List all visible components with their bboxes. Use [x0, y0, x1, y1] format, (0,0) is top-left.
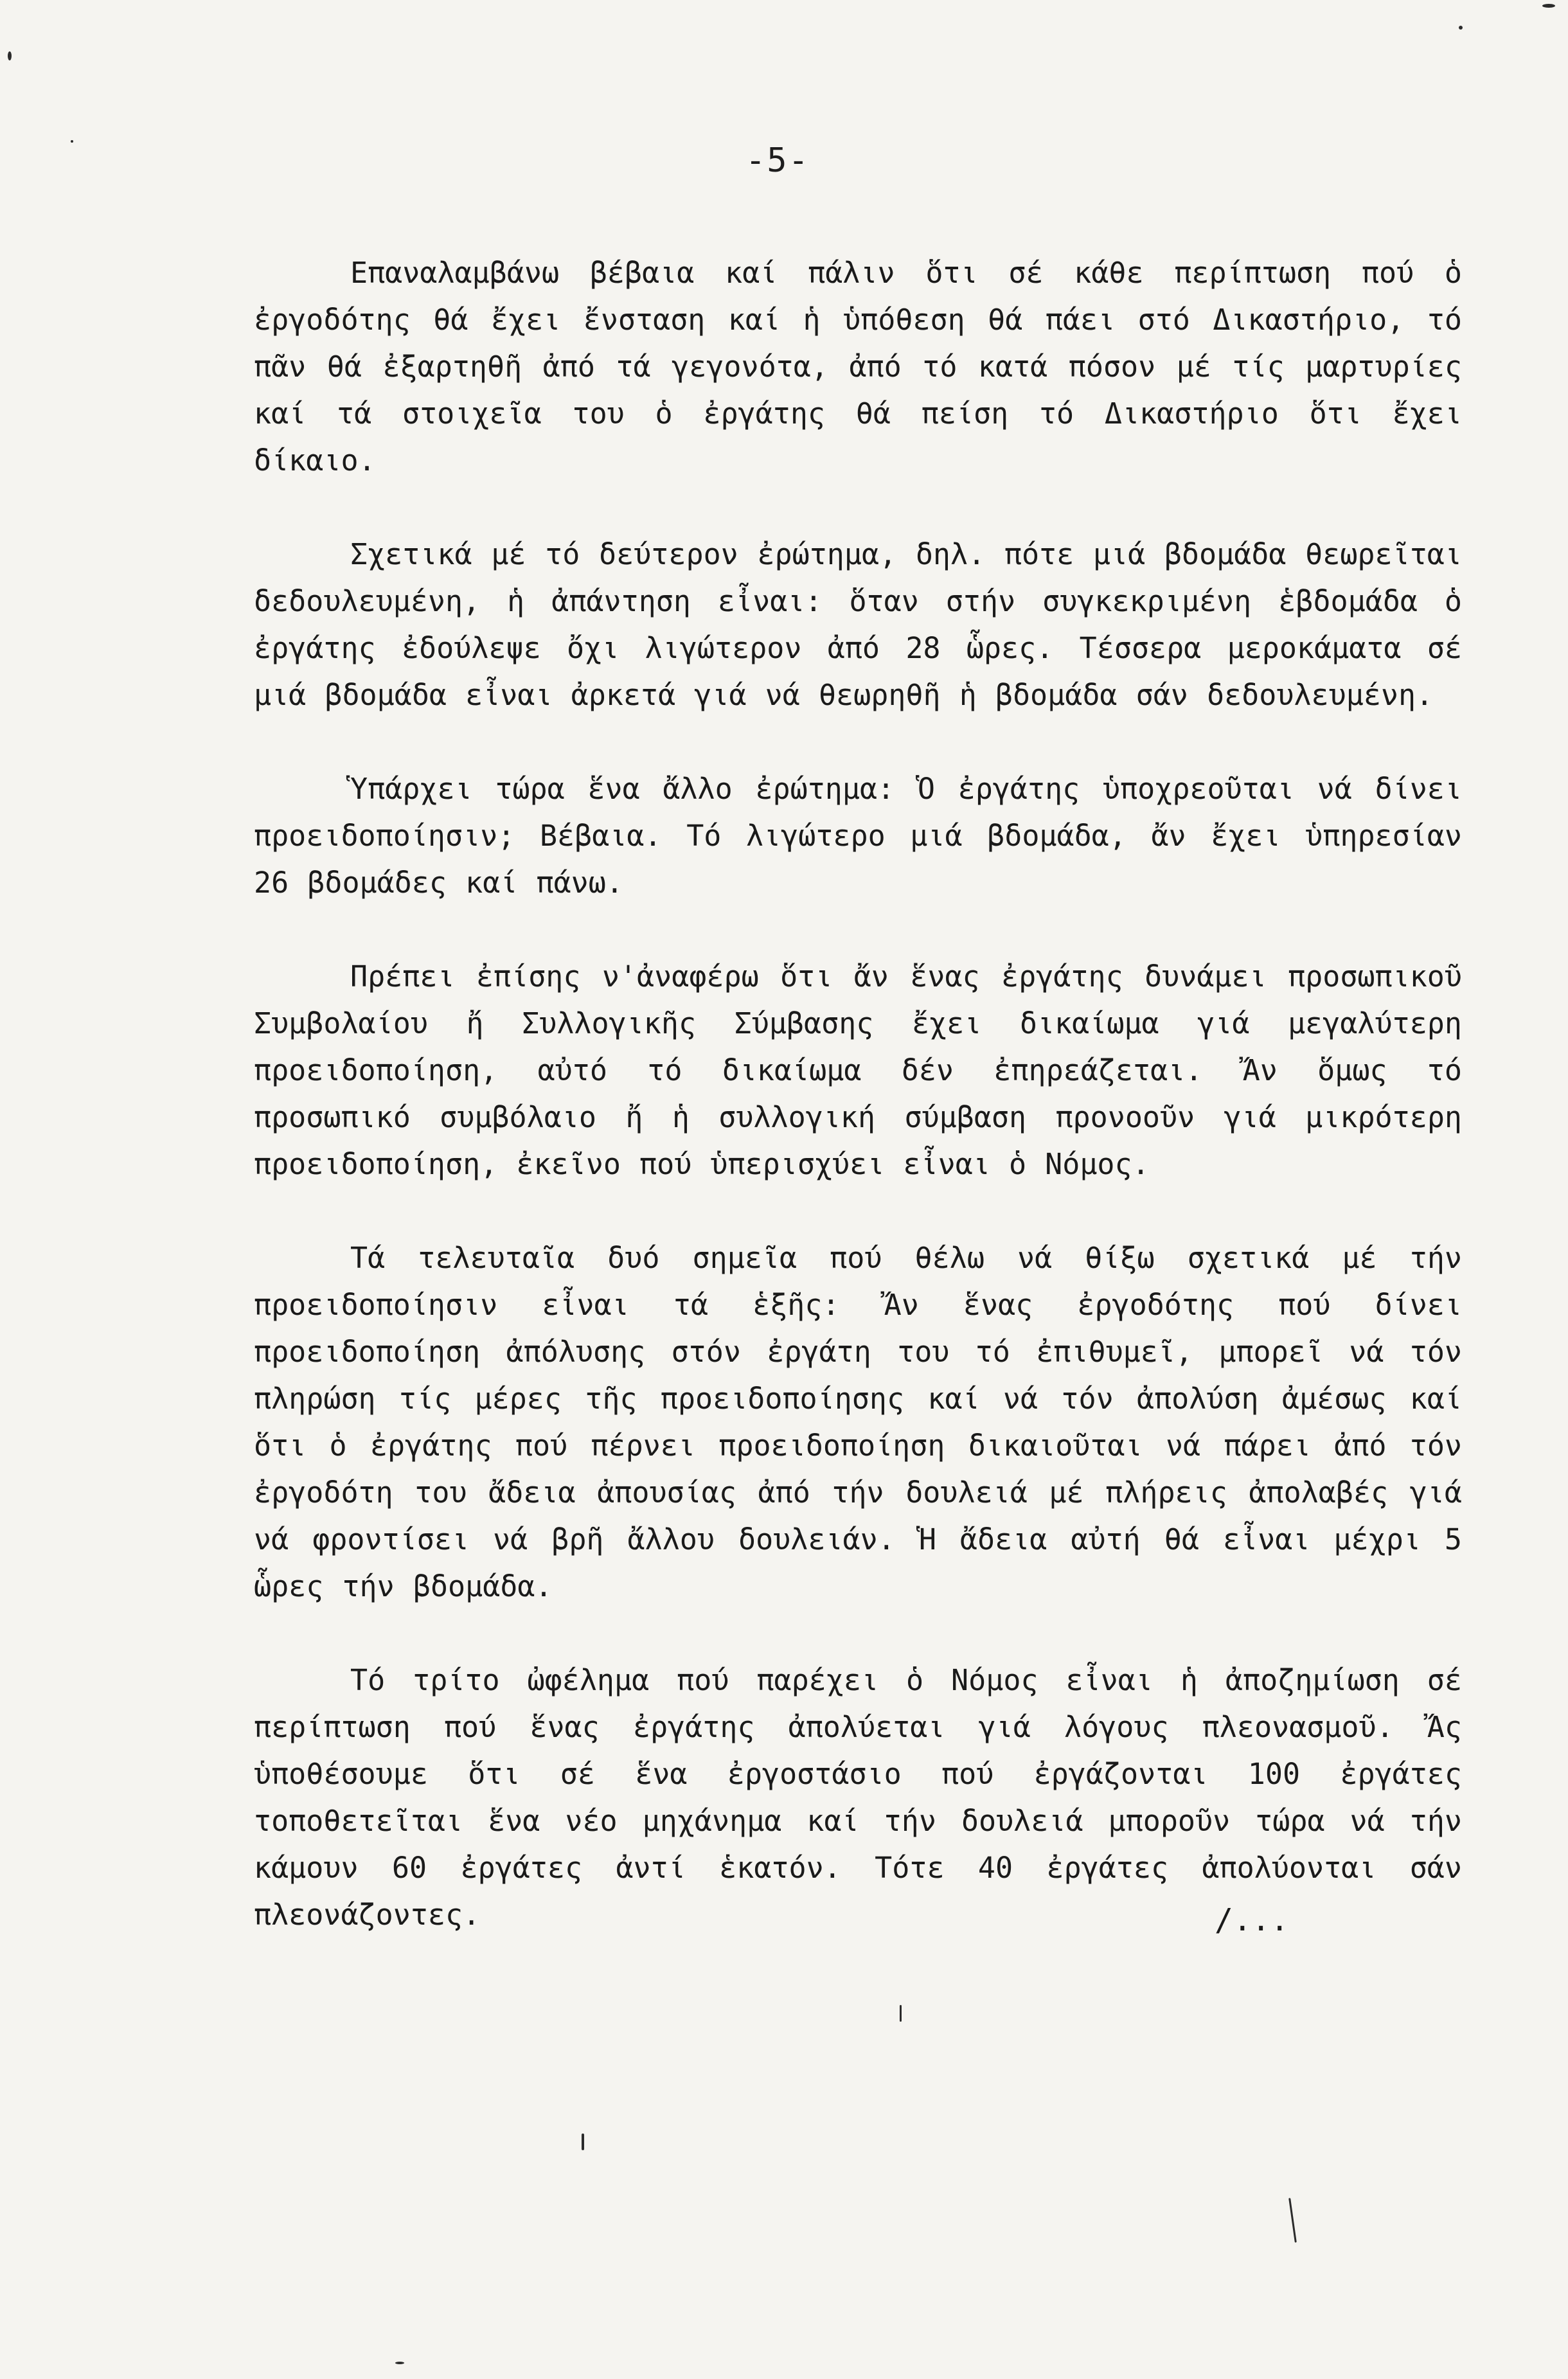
scan-speck: [1542, 4, 1555, 8]
paragraph: Τό τρίτο ὠφέλημα πού παρέχει ὁ Νόμος εἶναι ἡ ἀποζημίωση σέ περίπτωση πού ἕνας ἐργάτης ἀπολύεται γιά λόγους πλεονασμοῦ. Ἄς ὑποθέσουμε ὅτι σέ ἕνα ἐργοστάσιο πού ἐργάζονται 100 ἐργάτες τοποθετεῖται ἕνα νέο μηχάνημα καί τήν δουλειά μποροῦν τώρα νά τήν κάμουν 60 ἐργάτες ἀντί ἑκατόν. Τότε 40 ἐργάτες ἀπολύονται σάν πλεονάζοντες.: [254, 1663, 1462, 1932]
continuation-mark: /...: [1215, 1902, 1289, 1938]
scan-speck: [1288, 2198, 1297, 2243]
scan-speck: [8, 51, 12, 60]
paragraph: Πρέπει ἐπίσης ν'ἀναφέρω ὅτι ἄν ἕνας ἐργάτης δυνάμει προσωπικοῦ Συμβολαίου ἤ Συλλογικῆς Σύμβασης ἔχει δικαίωμα γιά μεγαλύτερη προειδοποίηση, αὐτό τό δικαίωμα δέν ἐπηρεάζεται. Ἄν ὅμως τό προσωπικό συμβόλαιο ἤ ἡ συλλογική σύμβαση προνοοῦν γιά μικρότερη προειδοποίηση, ἐκεῖνο πού ὑπερισχύει εἶναι ὁ Νόμος.: [254, 959, 1462, 1181]
scan-speck: [1459, 26, 1463, 30]
scan-speck: [900, 2005, 902, 2022]
paragraph: Τά τελευταῖα δυό σημεῖα πού θέλω νά θίξω σχετικά μέ τήν προειδοποίησιν εἶναι τά ἑξῆς: Ἄν ἕνας ἐργοδότης πού δίνει προειδοποίηση ἀπόλυσης στόν ἐργάτη του τό ἐπιθυμεῖ, μπορεῖ νά τόν πληρώση τίς μέρες τῆς προειδοποίησης καί νά τόν ἀπολύση ἀμέσως καί ὅτι ὁ ἐργάτης πού πέρνει προειδοποίηση δικαιοῦται νά πάρει ἀπό τόν ἐργοδότη του ἄδεια ἀπουσίας ἀπό τήν δουλειά μέ πλήρεις ἀπολαβές γιά νά φροντίσει νά βρῆ ἄλλου δουλειάν. Ἡ ἄδεια αὐτή θά εἶναι μέχρι 5 ὧρες τήν βδομάδα.: [254, 1241, 1462, 1603]
document-body: [254, 249, 1462, 1938]
page-number: -5-: [745, 141, 810, 180]
paragraph: Ὑπάρχει τώρα ἕνα ἄλλο ἐρώτημα: Ὁ ἐργάτης ὑποχρεοῦται νά δίνει προειδοποίησιν; Βέβαια. Τό λιγώτερο μιά βδομάδα, ἄν ἔχει ὑπηρεσίαν 26 βδομάδες καί πάνω.: [254, 772, 1462, 900]
scan-speck: [71, 140, 73, 143]
scan-speck: [395, 2362, 404, 2364]
scan-speck: [582, 2134, 584, 2150]
paragraph: Σχετικά μέ τό δεύτερον ἐρώτημα, δηλ. πότε μιά βδομάδα θεωρεῖται δεδουλευμένη, ἡ ἀπάντηση εἶναι: ὅταν στήν συγκεκριμένη ἑβδομάδα ὁ ἐργάτης ἐδούλεψε ὄχι λιγώτερον ἀπό 28 ὧρες. Τέσσερα μεροκάματα σέ μιά βδομάδα εἶναι ἀρκετά γιά νά θεωρηθῆ ἡ βδομάδα σάν δεδουλευμένη.: [254, 537, 1462, 712]
paragraph: Επαναλαμβάνω βέβαια καί πάλιν ὅτι σέ κάθε περίπτωση πού ὁ ἐργοδότης θά ἔχει ἔνσταση καί ἡ ὑπόθεση θά πάει στό Δικαστήριο, τό πᾶν θά ἐξαρτηθῆ ἀπό τά γεγονότα, ἀπό τό κατά πόσον μέ τίς μαρτυρίες καί τά στοιχεῖα του ὁ ἐργάτης θά πείση τό Δικαστήριο ὅτι ἔχει δίκαιο.: [254, 256, 1462, 477]
